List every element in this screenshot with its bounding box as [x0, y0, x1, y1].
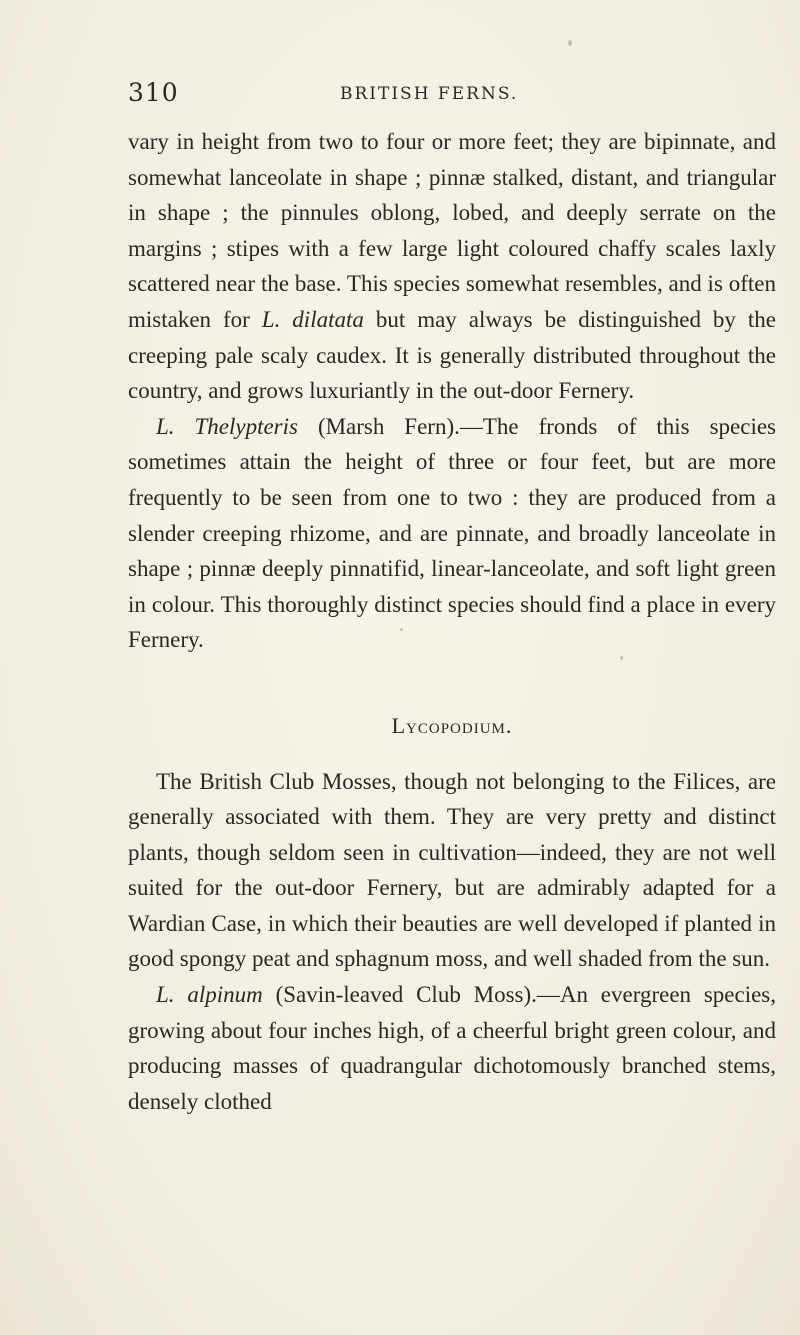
- species-name: L. dilatata: [261, 306, 364, 332]
- paragraph-marsh-fern: [128, 409, 776, 658]
- paragraph-alpinum: [128, 977, 776, 1119]
- ink-speck: [568, 40, 572, 46]
- section-heading: Lycopodium.: [391, 712, 513, 738]
- species-name: L. Thelypteris: [156, 413, 298, 439]
- body-text: [128, 124, 776, 1119]
- paragraph-text: (Savin-leaved Club Moss).—An evergreen species, growing about four inches high, of a cheerful bright green colour, and producing masses of quadrangular dichotomously branched stems, densely clothed: [128, 982, 777, 1114]
- paragraph-text: (Marsh Fern).—The fronds of this species sometimes attain the height of three or four feet, but are more frequently to be seen from one to two : they are produced from a slender creeping rhizome, and are pinnate, and broadly lanceolate in shape ; pinnæ deeply pinnatifid, linear-lanceolate, and soft light green in colour. This thoroughly distinct species should find a place in every Fernery.: [128, 413, 777, 653]
- paragraph-club-mosses: [128, 764, 776, 978]
- paragraph-text: The British Club Mosses, though not belonging to the Filices, are generally associated with them. They are very pretty and distinct plants, though seldom seen in cultivation—indeed, they are not well suited for the out-door Fernery, but are admirably adapted for a Wardian Case, in which their beauties are well developed if planted in good spongy peat and sphagnum moss, and well shaded from the sun.: [128, 768, 776, 972]
- species-name: L. alpinum: [156, 982, 263, 1008]
- paragraph-lastrea-continued: [128, 124, 776, 409]
- running-head: BRITISH FERNS.: [340, 84, 519, 104]
- page-number: 310: [128, 78, 179, 107]
- paragraph-text: vary in height from two to four or more feet; they are bipinnate, and somewhat lanceolate in shape ; pinnæ stalked, distant, and triangular in shape ; the pinnules oblong, lobed, and deeply serrate on the margins ; stipes with a few large light coloured chaffy scales laxly scattered near the base. This species somewhat resembles, and is often mistaken for: [128, 129, 776, 332]
- page-header: [128, 78, 768, 114]
- paragraph-text: but may always be distinguished by the creeping pale scaly caudex. It is generally distributed throughout the country, and grows luxuriantly in the out-door Fernery.: [128, 306, 776, 404]
